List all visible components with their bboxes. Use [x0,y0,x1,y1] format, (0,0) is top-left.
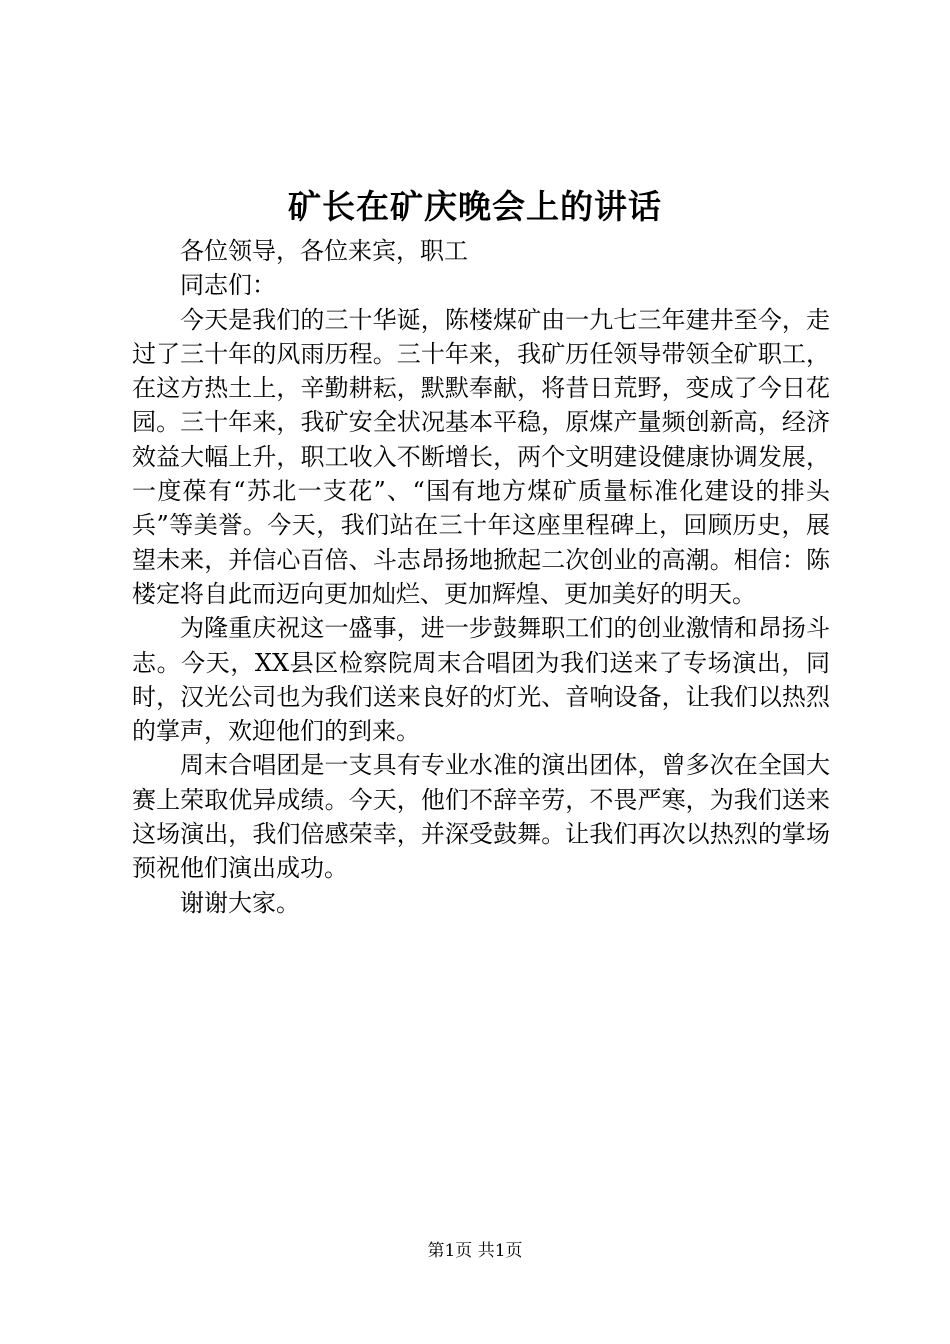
body-paragraph: 周末合唱团是一支具有专业水准的演出团体，曾多次在全国大赛上荣取优异成绩。今天，他们不辞辛劳，不畏严寒，为我们送来这场演出，我们倍感荣幸，并深受鼓舞。让我们再次以热烈的掌场预祝他们演出成功。 [132,751,830,883]
salutation-line: 同志们： [180,271,276,300]
body-paragraph: 今天是我们的三十华诞，陈楼煤矿由一九七三年建井至今，走过了三十年的风雨历程。三十年来，我矿历任领导带领全矿职工，在这方热土上，辛勤耕耘，默默奉献，将昔日荒野，变成了今日花园。三十年来，我矿安全状况基本平稳，原煤产量频创新高，经济效益大幅上升，职工收入不断增长，两个文明建设健康协调发展，一度葆有“苏北一支花”、“国有地方煤矿质量标准化建设的排头兵”等美誉。今天，我们站在三十年这座里程碑上，回顾历史，展望未来，并信心百倍、斗志昂扬地掀起二次创业的高潮。相信：陈楼定将自此而迈向更加灿烂、更加辉煌、更加美好的明天。 [132,305,830,608]
body-paragraph: 为隆重庆祝这一盛事，进一步鼓舞职工们的创业激情和昂扬斗志。今天，XX县区检察院周末合唱团为我们送来了专场演出，同时，汉光公司也为我们送来良好的灯光、音响设备，让我们以热烈的掌声，欢迎他们的到来。 [132,614,830,746]
salutation-line: 各位领导，各位来宾，职工 [180,237,468,265]
document-title: 矿长在矿庆晚会上的讲话 [288,187,662,226]
page-number-footer: 第1页 共1页 [427,1241,523,1261]
document-body [132,234,830,920]
closing-line: 谢谢大家。 [180,888,300,917]
